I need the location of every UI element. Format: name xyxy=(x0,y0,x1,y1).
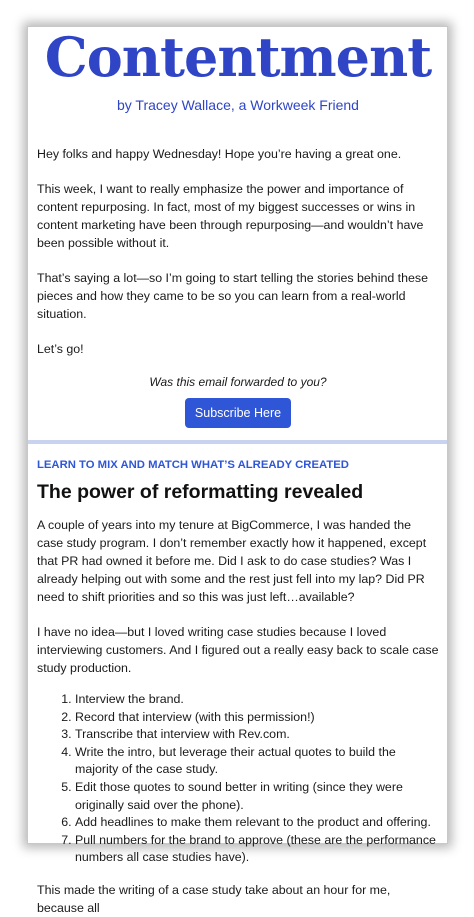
list-item: 5. Edit those quotes to sound better in writing (since they were originally said over the phone). xyxy=(75,779,439,814)
subscribe-button[interactable]: Subscribe Here xyxy=(185,398,291,428)
list-item: 4. Write the intro, but leverage their actual quotes to build the majority of the case study. xyxy=(75,744,439,779)
subscribe-button-wrap xyxy=(37,398,439,428)
list-item: 1. Interview the brand. xyxy=(75,691,439,709)
newsletter-logo: Contentment xyxy=(44,25,432,89)
steps-list xyxy=(37,691,439,867)
list-item: 6. Add headlines to make them relevant to the product and offering. xyxy=(75,814,439,832)
intro-paragraph-1: Hey folks and happy Wednesday! Hope you’re having a great one. xyxy=(37,147,402,161)
intro-paragraph-2: This week, I want to really emphasize the power and importance of content repurposing. In fact, most of my biggest successes or wins in content marketing have been through repurposing—and wouldn’t have been possible without it. xyxy=(37,182,424,250)
story-paragraph-1: A couple of years into my tenure at BigCommerce, I was handed the case study program. I don’t remember exactly how it happened, except that PR had owned it before me. Did I ask to do case studies? Was I already helping out with some and the rest just fell into my lap? Did PR need to shift priorities and so this was just left…available? xyxy=(37,518,427,604)
byline: by Tracey Wallace, a Workweek Friend xyxy=(117,97,359,113)
section-title: The power of reformatting revealed xyxy=(37,481,364,503)
intro-paragraph-4: Let’s go! xyxy=(37,342,84,356)
section-kicker: LEARN TO MIX AND MATCH WHAT’S ALREADY CREATED xyxy=(37,459,349,471)
email-frame xyxy=(27,25,448,915)
story-paragraph-3: This made the writing of a case study take about an hour for me, because all xyxy=(37,882,391,915)
forwarded-question: Was this email forwarded to you? xyxy=(149,375,327,389)
section-divider xyxy=(28,440,447,444)
list-item: 3. Transcribe that interview with Rev.com. xyxy=(75,726,439,744)
intro-paragraph-3: That’s saying a lot—so I’m going to start telling the stories behind these pieces and how they came to be so you can learn from a real-world situation. xyxy=(37,271,428,321)
story-paragraph-2: I have no idea—but I loved writing case studies because I loved interviewing customers. And I figured out a really easy back to scale case study production. xyxy=(37,625,439,675)
list-item: 7. Pull numbers for the brand to approve (these are the performance numbers all case studies have). xyxy=(75,832,439,867)
list-item: 2. Record that interview (with this permission!) xyxy=(75,709,439,727)
email-body xyxy=(28,27,447,917)
